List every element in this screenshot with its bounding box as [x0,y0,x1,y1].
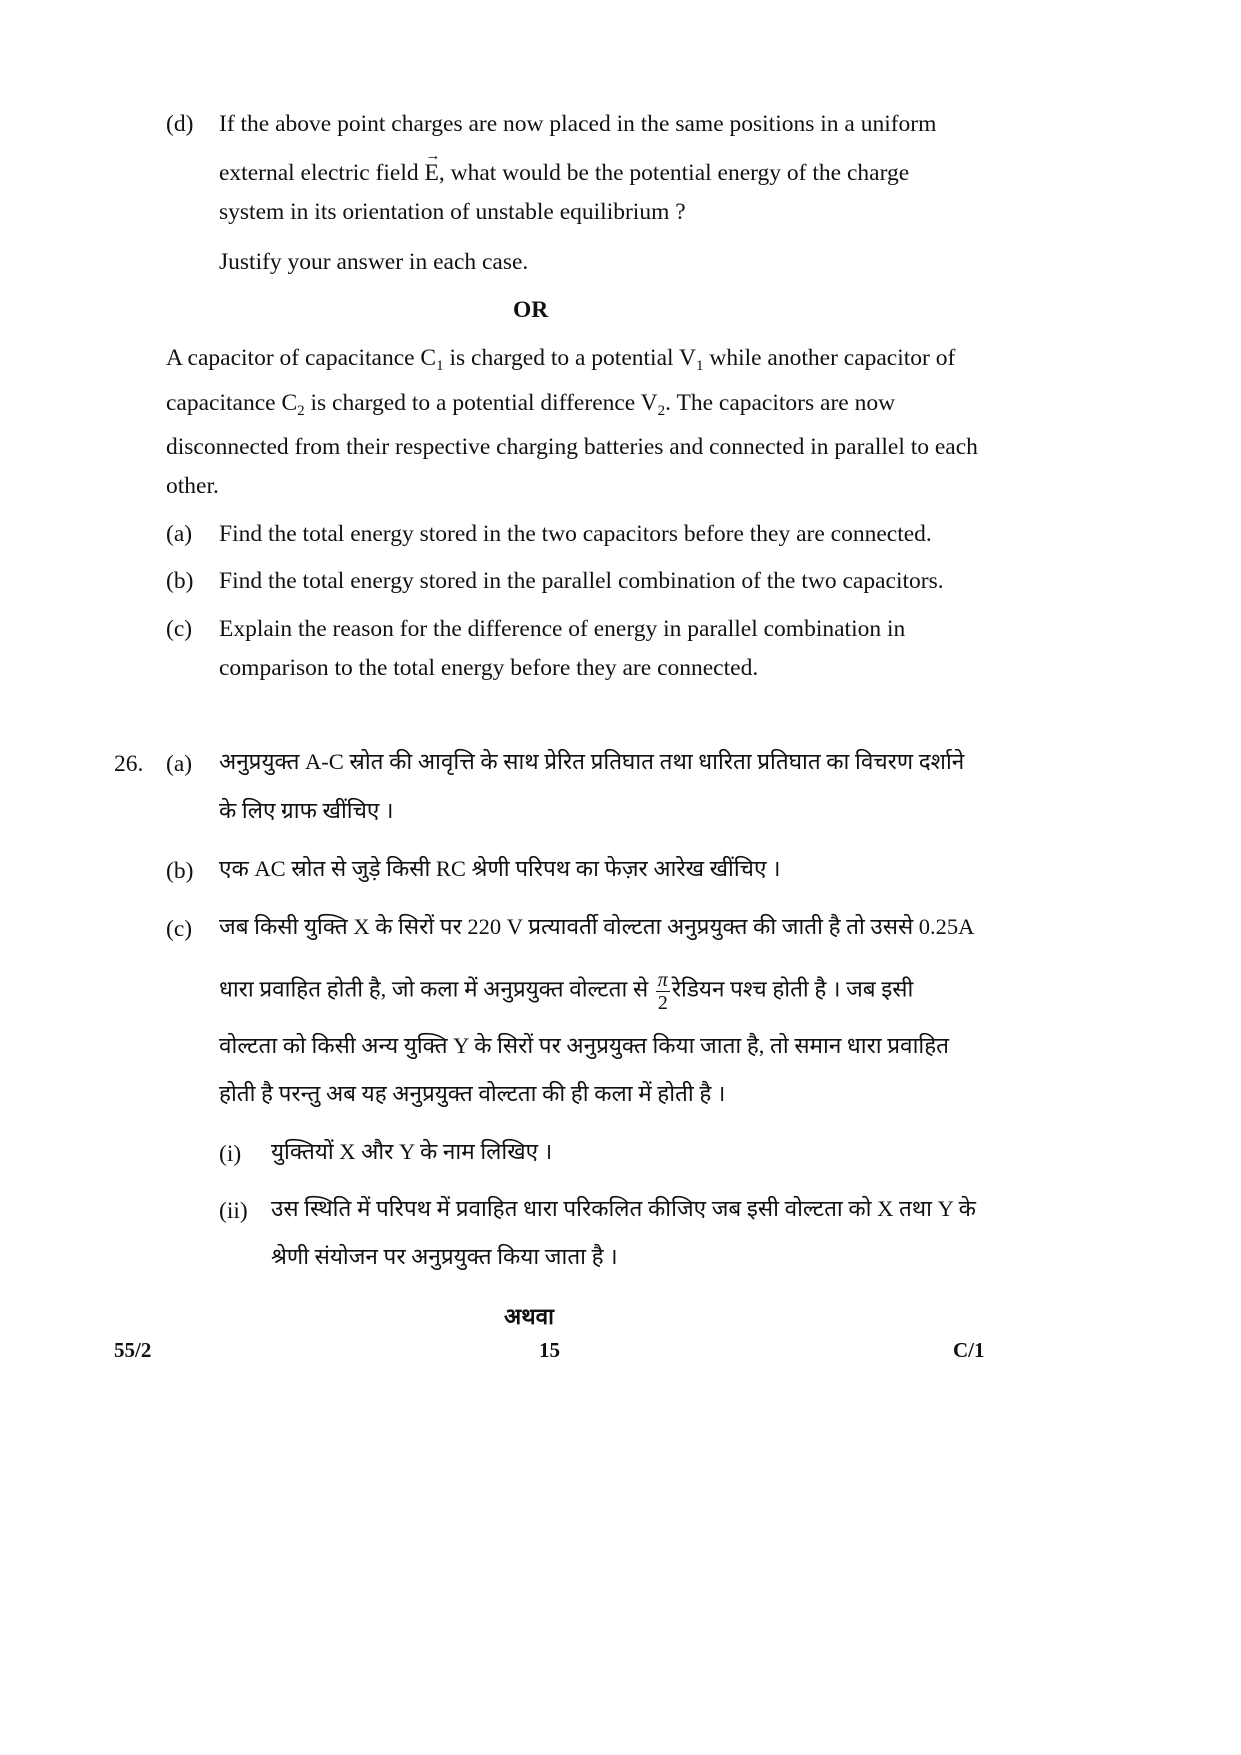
capacitor-line-2-a: capacitance C [166,390,298,416]
footer-paper-code: 55/2 [114,1338,152,1362]
subscript-v2: 2 [657,403,666,419]
part-d-line-2-text: external electric field [219,160,425,186]
q26-part-b-label: (b) [166,858,194,884]
q26-part-a-line-1: अनुप्रयुक्त A-C स्रोत की आवृत्ति के साथ प्रेरित प्रतिघात तथा धारिता प्रतिघात का विचरण दर्शाने [219,749,965,774]
q26-sub-ii-line-2: श्रेणी संयोजन पर अनुप्रयुक्त किया जाता है । [271,1244,618,1269]
capacitor-part-a-text: Find the total energy stored in the two capacitors before they are connected. [219,521,932,547]
q26-part-c-line-3: वोल्टता को किसी अन्य युक्ति Y के सिरों पर अनुप्रयुक्त किया जाता है, तो समान धारा प्रवाहित [219,1033,949,1058]
question-26-number: 26. [114,751,144,777]
q26-part-c-line-1: जब किसी युक्ति X के सिरों पर 220 V प्रत्यावर्ती वोल्टता अनुप्रयुक्त की जाती है तो उससे 0.25A [219,914,975,939]
q26-part-a-line-2: के लिए ग्राफ खींचिए । [219,798,394,823]
capacitor-line-2 [166,390,896,419]
part-d-line-2-rest: , what would be the potential energy of the charge [438,160,910,186]
capacitor-part-c-text-1: Explain the reason for the difference of energy in parallel combination in [219,616,906,642]
q26-part-c-line-2 [219,970,913,1013]
capacitor-line-2-c: . The capacitors are now [665,390,896,416]
q26-part-c-line-2-b: रेडियन पश्च होती है । जब इसी [671,976,914,1002]
part-d-line-2 [219,148,910,186]
q26-sub-ii-line-1: उस स्थिति में परिपथ में प्रवाहित धारा परिकलित कीजिए जब इसी वोल्टता को X तथा Y के [271,1196,976,1221]
part-d-line-1: If the above point charges are now placed in the same positions in a uniform [219,111,937,137]
capacitor-line-2-b: is charged to a potential difference V [304,390,658,416]
q26-part-c-line-4: होती है परन्तु अब यह अनुप्रयुक्त वोल्टता की ही कला में होती है । [219,1081,726,1106]
q26-sub-i-label: (i) [219,1141,242,1167]
electric-field-symbol [424,148,441,186]
subscript-c1: 1 [436,358,444,374]
capacitor-line-1 [166,345,956,374]
part-d-line-3: system in its orientation of unstable equilibrium ? [219,199,686,225]
capacitor-line-1-a: A capacitor of capacitance C [166,345,437,371]
q26-sub-i-line-1: युक्तियों X और Y के नाम लिखिए । [271,1139,553,1164]
capacitor-part-c-text-2: comparison to the total energy before they are connected. [219,655,759,681]
capacitor-part-a-label: (a) [166,521,193,547]
footer-page-number: 15 [539,1338,560,1362]
capacitor-part-b-label: (b) [166,568,194,594]
athava-heading: अथवा [504,1304,554,1329]
fraction-denominator: 2 [657,992,668,1014]
capacitor-line-4: other. [166,473,219,499]
subscript-v1: 1 [695,358,704,374]
capacitor-part-b-text: Find the total energy stored in the parallel combination of the two capacitors. [219,568,944,594]
field-letter: E [424,160,439,186]
or-heading: OR [513,297,549,323]
fraction-numerator: π [657,969,668,991]
capacitor-part-c-label: (c) [166,616,193,642]
q26-part-c-label: (c) [166,916,193,942]
capacitor-line-3: disconnected from their respective charging batteries and connected in parallel to each [166,434,978,460]
q26-sub-ii-label: (ii) [219,1198,248,1224]
pi-over-2-fraction [656,970,670,1013]
q26-part-a-label: (a) [166,751,193,777]
part-d-line-4: Justify your answer in each case. [219,249,529,275]
q26-part-c-line-2-a: धारा प्रवाहित होती है, जो कला में अनुप्रयुक्त वोल्टता से [219,976,649,1002]
footer-set-code: C/1 [953,1338,985,1362]
part-d-label: (d) [166,111,194,137]
capacitor-line-1-b: is charged to a potential V [443,345,696,371]
vector-arrow-icon: → [425,148,441,164]
q26-part-b-line-1: एक AC स्रोत से जुड़े किसी RC श्रेणी परिपथ का फेज़र आरेख खींचिए । [219,856,781,881]
subscript-c2: 2 [297,403,305,419]
capacitor-line-1-c: while another capacitor of [703,345,956,371]
